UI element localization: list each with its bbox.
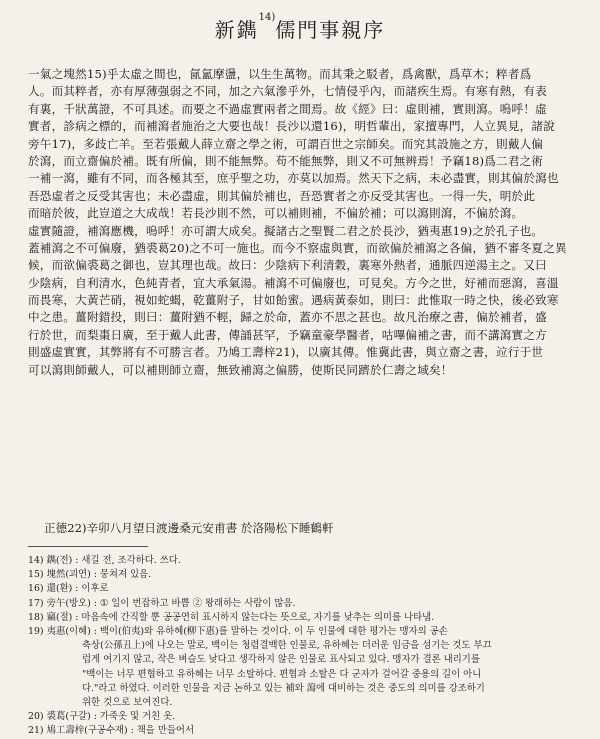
title-main: 新鐫 [214,18,259,42]
body-line: 有裏，千狀萬證，不可具述。而要之不過虛實兩者之間焉。故《經》曰：虛則補，實則瀉。嗚呼！虛 [28,101,547,116]
footnote: 18) 竊(절) : 마음속에 간직할 뿐 공공연히 표시하지 않는다는 뜻으로, 자기를 낮추는 의미를 나타냄. [28,611,435,623]
title-rest: 儒門事親序 [275,18,386,42]
footnote-continuation: 럽게 여기지 않고, 작은 벼슬도 낮다고 생각하지 않은 인물로 표사되고 있다. 맹자가 결론 내리기를 [82,654,480,666]
footnote-continuation: 축상(公孫丑上)에 나오는 말로, 백이는 청렴결백한 인물로, 유하혜는 더러운 임금을 섬기는 것도 부끄 [82,640,492,652]
body-line: 行於世，而梨棗日廣，至于戴人此書，傳誦甚罕，予竊童豪學醫者，咕嗶偏補之書，而不講瀉實之方 [28,327,547,342]
body-line: 而畏寒，大黃芒硝，視如蛇蝎，乾薑附子，甘如飴蜜。遇病黃泰如，則曰：此惟取一時之快，後必致寒 [28,293,559,308]
body-line: 虛實隨證，補瀉應機，嗚呼！亦可謂大成矣。擬諸古之聖賢二君之於長沙，猶夷惠19)之於孔子也。 [28,223,544,238]
body-line: 實者，診病之標的，而補瀉者施治之大要也哉！長沙以還16)，明哲輩出，家擅專門，人立異見，諸說 [28,119,556,134]
body-line: 候，而欲偏裘葛之御也，豈其理也哉。故曰：少陰病下利清穀，裏寒外熱者，通脈四逆湯主之。又曰 [28,258,547,273]
footnote-divider [28,546,148,547]
body-line: 於瀉，而立齋偏於補。既有所偏，則不能無弊。苟不能無弊，則又不可無辨焉！予竊18)爲二君之術 [28,153,544,168]
body-line: 吾恐虛者之反受其害也；未必盡虛，則其偏於補也，吾恐實者之亦反受其害也。一得一失，明於此 [28,188,536,203]
footnote-continuation: 위한 것으로 보여진다. [82,697,173,709]
footnote: 20) 裘葛(구갈) : 가죽옷 및 거친 옷. [28,711,176,723]
footnote: 15) 塊然(괴연) : 뭉쳐져 있음. [28,569,152,581]
body-line: 可以瀉則師戴人，可以補則師立齋，無致補瀉之偏勝，使斯民同躋於仁壽之域矣！ [28,362,453,377]
footnote: 19) 夷惠(이혜) : 백이(伯夷)와 유하혜(柳下惠)를 말하는 것이다. 이 두 인물에 대한 평가는 맹자의 공손 [28,626,448,638]
footnote-continuation: 다."라고 하였다. 이러한 인물을 지금 논하고 있는 補와 瀉에 대비하는 것은 중도의 의미를 강조하기 [82,682,485,694]
footnote: 14) 鐫(전) : 새길 전, 조각하다. 쓰다. [28,555,181,566]
body-line: 少陰病，自利清水，色純青者，宜大承氣湯。補瀉不可偏廢也，可見矣。方今之世，好補而惡瀉，喜溫 [28,275,559,290]
body-line: 蓋補瀉之不可偏廢，猶裘葛20)之不可一施也。而今不察虛與實，而欲偏於補瀉之各偏，猶不審冬夏之異 [28,240,567,255]
signature-line: 正德22)辛卯八月望日渡邊桑元安甫書 於洛陽松下睡鶴軒 [44,521,334,535]
page-title [0,14,600,43]
footnote-continuation: "백이는 너무 편협하고 유하혜는 너무 소탈하다. 편협과 소탈은 다 군자가 걸어갈 중용의 길이 아니 [82,668,482,680]
body-line: 旁午17)，多歧亡羊。至若張戴人薛立齋之學之術，可謂百世之宗師矣。而究其設施之方，則戴人偏 [28,136,544,151]
footnote: 17) 旁午(방오) : ① 일이 번잡하고 바쁨 ② 왕래하는 사람이 많음. [28,597,296,609]
footnote-ref: 14) [258,12,276,23]
body-line: 一氣之塊然15)乎太虛之間也，氤氳摩盪，以生生萬物。而其秉之駁者，爲禽獸，爲草木；粹者爲 [28,67,532,81]
body-line: 中之患。薑附錯投，則曰：薑附猶不輕，歸之於命，蓋亦不思之甚也。故凡治療之書，偏於補者，盛 [28,310,547,325]
body-line: 一補一瀉，雖有不同，而各極其至，庶乎聖之功，亦莫以加焉。然天下之病，未必盡實，則其偏於瀉也 [28,171,559,186]
footnote: 21) 鳩工壽梓(구공수재) : 책을 만들어서 [28,725,195,737]
preface-body [28,66,576,379]
footnotes [28,554,576,739]
body-line: 人。而其粹者，亦有厚薄强弱之不同，加之六氣滲乎外，七情侵乎內，而諸疾生焉。有寒有熱，有表 [28,84,547,99]
body-line: 而暗於彼，此豈道之大成哉！若長沙則不然，可以補則補，不偏於補；可以瀉則瀉，不偏於瀉。 [28,206,524,221]
body-line: 則盛虛實實，其弊將有不可勝言者。乃鳩工壽梓21)，以廣其傳。惟冀此書，與立齋之書，竝行于世 [28,345,544,360]
footnote: 16) 還(환) : 이후로 [28,583,109,595]
